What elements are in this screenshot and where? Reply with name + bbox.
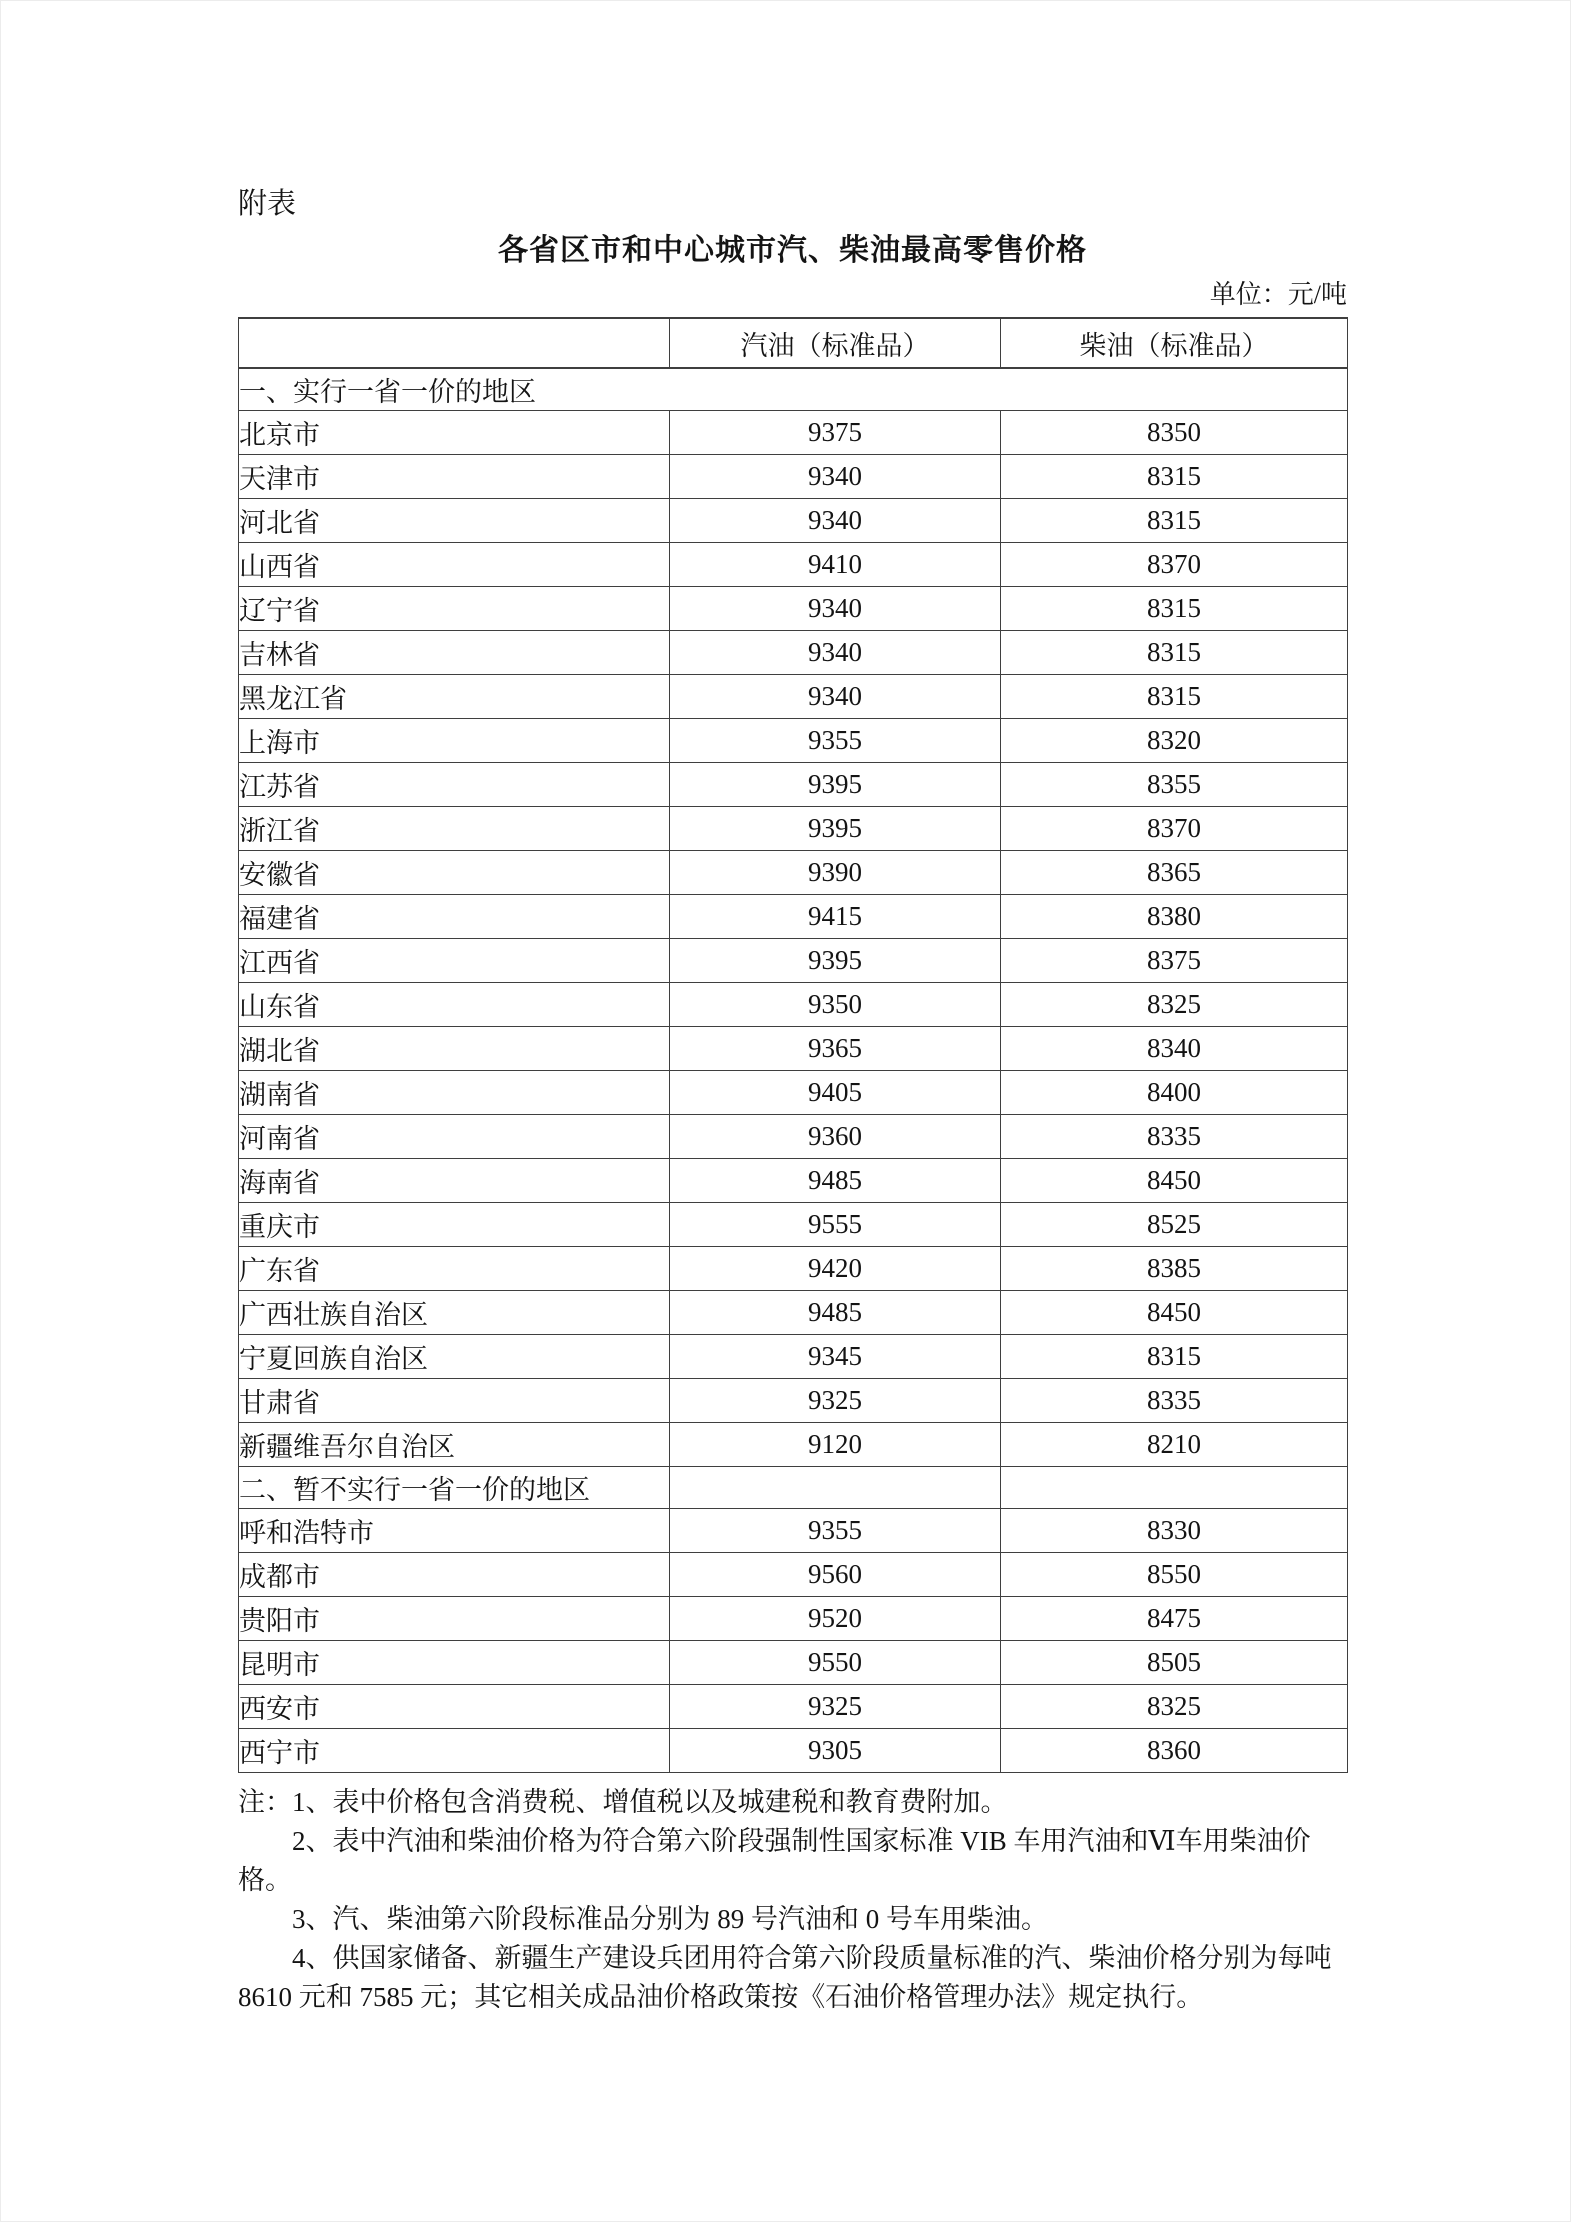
region-cell: 河南省 bbox=[239, 1115, 670, 1159]
diesel-price-cell: 8350 bbox=[1001, 411, 1348, 455]
region-cell: 海南省 bbox=[239, 1159, 670, 1203]
diesel-price-cell: 8325 bbox=[1001, 1685, 1348, 1729]
gasoline-price-cell: 9325 bbox=[670, 1379, 1001, 1423]
diesel-price-cell: 8315 bbox=[1001, 587, 1348, 631]
diesel-column-header: 柴油（标准品） bbox=[1001, 318, 1348, 368]
price-row bbox=[239, 1027, 1348, 1071]
region-cell: 宁夏回族自治区 bbox=[239, 1335, 670, 1379]
price-row bbox=[239, 1115, 1348, 1159]
gasoline-price-cell: 9395 bbox=[670, 939, 1001, 983]
diesel-price-cell: 8340 bbox=[1001, 1027, 1348, 1071]
price-row bbox=[239, 1641, 1348, 1685]
notes bbox=[238, 1783, 1347, 2017]
region-cell: 广东省 bbox=[239, 1247, 670, 1291]
diesel-price-cell: 8370 bbox=[1001, 807, 1348, 851]
price-table bbox=[238, 317, 1348, 1773]
gasoline-price-cell: 9405 bbox=[670, 1071, 1001, 1115]
note-line: 注：1、表中价格包含消费税、增值税以及城建税和教育费附加。 bbox=[238, 1787, 1008, 1817]
price-row bbox=[239, 1597, 1348, 1641]
region-cell: 河北省 bbox=[239, 499, 670, 543]
diesel-price-cell: 8525 bbox=[1001, 1203, 1348, 1247]
diesel-price-cell: 8315 bbox=[1001, 631, 1348, 675]
gasoline-price-cell: 9325 bbox=[670, 1685, 1001, 1729]
diesel-price-cell: 8315 bbox=[1001, 1335, 1348, 1379]
gasoline-price-cell: 9305 bbox=[670, 1729, 1001, 1773]
gasoline-price-cell: 9365 bbox=[670, 1027, 1001, 1071]
region-cell: 重庆市 bbox=[239, 1203, 670, 1247]
price-row bbox=[239, 719, 1348, 763]
region-cell: 天津市 bbox=[239, 455, 670, 499]
diesel-price-cell: 8385 bbox=[1001, 1247, 1348, 1291]
gasoline-price-cell: 9550 bbox=[670, 1641, 1001, 1685]
gasoline-price-cell: 9560 bbox=[670, 1553, 1001, 1597]
gasoline-price-cell: 9355 bbox=[670, 1509, 1001, 1553]
note-line: 3、汽、柴油第六阶段标准品分别为 89 号汽油和 0 号车用柴油。 bbox=[292, 1904, 1048, 1934]
region-cell: 安徽省 bbox=[239, 851, 670, 895]
price-row bbox=[239, 1553, 1348, 1597]
region-cell: 北京市 bbox=[239, 411, 670, 455]
diesel-price-cell: 8550 bbox=[1001, 1553, 1348, 1597]
region-cell: 福建省 bbox=[239, 895, 670, 939]
price-row bbox=[239, 1685, 1348, 1729]
gasoline-price-cell: 9120 bbox=[670, 1423, 1001, 1467]
price-row bbox=[239, 455, 1348, 499]
annex-label: 附表 bbox=[238, 188, 297, 220]
header-row bbox=[239, 318, 1348, 368]
section-heading: 一、实行一省一价的地区 bbox=[239, 368, 1348, 411]
price-row bbox=[239, 1291, 1348, 1335]
gasoline-price-cell: 9340 bbox=[670, 587, 1001, 631]
diesel-price-cell: 8315 bbox=[1001, 499, 1348, 543]
diesel-price-cell: 8450 bbox=[1001, 1291, 1348, 1335]
gasoline-price-cell: 9340 bbox=[670, 499, 1001, 543]
price-table-body bbox=[239, 368, 1348, 1773]
region-cell: 湖南省 bbox=[239, 1071, 670, 1115]
price-row bbox=[239, 1247, 1348, 1291]
diesel-price-cell: 8505 bbox=[1001, 1641, 1348, 1685]
gasoline-price-cell: 9420 bbox=[670, 1247, 1001, 1291]
diesel-price-cell: 8355 bbox=[1001, 763, 1348, 807]
gasoline-price-cell: 9520 bbox=[670, 1597, 1001, 1641]
region-cell: 山西省 bbox=[239, 543, 670, 587]
gasoline-price-cell: 9360 bbox=[670, 1115, 1001, 1159]
gasoline-price-cell: 9485 bbox=[670, 1159, 1001, 1203]
gasoline-price-cell: 9410 bbox=[670, 543, 1001, 587]
gasoline-price-cell: 9555 bbox=[670, 1203, 1001, 1247]
region-cell: 黑龙江省 bbox=[239, 675, 670, 719]
price-row bbox=[239, 895, 1348, 939]
price-row bbox=[239, 587, 1348, 631]
region-cell: 湖北省 bbox=[239, 1027, 670, 1071]
region-cell: 江苏省 bbox=[239, 763, 670, 807]
page-title: 各省区市和中心城市汽、柴油最高零售价格 bbox=[498, 234, 1087, 267]
unit-label: 单位：元/吨 bbox=[1209, 280, 1347, 309]
diesel-price-cell: 8375 bbox=[1001, 939, 1348, 983]
gasoline-price-cell: 9415 bbox=[670, 895, 1001, 939]
price-row bbox=[239, 1729, 1348, 1773]
price-row bbox=[239, 543, 1348, 587]
section-heading-row bbox=[239, 368, 1348, 411]
diesel-price-cell: 8210 bbox=[1001, 1423, 1348, 1467]
price-row bbox=[239, 499, 1348, 543]
gasoline-column-header: 汽油（标准品） bbox=[670, 318, 1001, 368]
price-row bbox=[239, 939, 1348, 983]
price-row bbox=[239, 1203, 1348, 1247]
price-row bbox=[239, 1071, 1348, 1115]
price-row bbox=[239, 983, 1348, 1027]
diesel-price-cell: 8380 bbox=[1001, 895, 1348, 939]
gasoline-price-cell: 9375 bbox=[670, 411, 1001, 455]
gasoline-price-cell: 9390 bbox=[670, 851, 1001, 895]
diesel-price-cell: 8360 bbox=[1001, 1729, 1348, 1773]
diesel-price-cell: 8370 bbox=[1001, 543, 1348, 587]
price-row bbox=[239, 807, 1348, 851]
price-row bbox=[239, 675, 1348, 719]
diesel-price-cell: 8475 bbox=[1001, 1597, 1348, 1641]
price-row bbox=[239, 763, 1348, 807]
price-row bbox=[239, 411, 1348, 455]
empty-cell bbox=[1001, 1467, 1348, 1509]
price-row bbox=[239, 1335, 1348, 1379]
gasoline-price-cell: 9340 bbox=[670, 631, 1001, 675]
region-cell: 昆明市 bbox=[239, 1641, 670, 1685]
price-row bbox=[239, 631, 1348, 675]
section-heading: 二、暂不实行一省一价的地区 bbox=[239, 1467, 670, 1509]
region-column-header bbox=[239, 318, 670, 368]
diesel-price-cell: 8330 bbox=[1001, 1509, 1348, 1553]
region-cell: 江西省 bbox=[239, 939, 670, 983]
diesel-price-cell: 8320 bbox=[1001, 719, 1348, 763]
region-cell: 辽宁省 bbox=[239, 587, 670, 631]
region-cell: 西宁市 bbox=[239, 1729, 670, 1773]
gasoline-price-cell: 9345 bbox=[670, 1335, 1001, 1379]
gasoline-price-cell: 9355 bbox=[670, 719, 1001, 763]
region-cell: 西安市 bbox=[239, 1685, 670, 1729]
region-cell: 贵阳市 bbox=[239, 1597, 670, 1641]
region-cell: 呼和浩特市 bbox=[239, 1509, 670, 1553]
empty-cell bbox=[670, 1467, 1001, 1509]
section-heading-row bbox=[239, 1467, 1348, 1509]
gasoline-price-cell: 9395 bbox=[670, 807, 1001, 851]
note-line: 4、供国家储备、新疆生产建设兵团用符合第六阶段质量标准的汽、柴油价格分别为每吨 8610 元和 7585 元；其它相关成品油价格政策按《石油价格管理办法》规定执行。 bbox=[238, 1943, 1332, 2012]
diesel-price-cell: 8450 bbox=[1001, 1159, 1348, 1203]
price-row bbox=[239, 1509, 1348, 1553]
gasoline-price-cell: 9350 bbox=[670, 983, 1001, 1027]
gasoline-price-cell: 9340 bbox=[670, 675, 1001, 719]
price-row bbox=[239, 1423, 1348, 1467]
price-row bbox=[239, 851, 1348, 895]
region-cell: 新疆维吾尔自治区 bbox=[239, 1423, 670, 1467]
region-cell: 上海市 bbox=[239, 719, 670, 763]
gasoline-price-cell: 9485 bbox=[670, 1291, 1001, 1335]
gasoline-price-cell: 9395 bbox=[670, 763, 1001, 807]
diesel-price-cell: 8365 bbox=[1001, 851, 1348, 895]
price-row bbox=[239, 1379, 1348, 1423]
diesel-price-cell: 8315 bbox=[1001, 455, 1348, 499]
region-cell: 甘肃省 bbox=[239, 1379, 670, 1423]
region-cell: 广西壮族自治区 bbox=[239, 1291, 670, 1335]
diesel-price-cell: 8400 bbox=[1001, 1071, 1348, 1115]
region-cell: 浙江省 bbox=[239, 807, 670, 851]
diesel-price-cell: 8335 bbox=[1001, 1115, 1348, 1159]
region-cell: 吉林省 bbox=[239, 631, 670, 675]
price-table-header bbox=[239, 318, 1348, 368]
region-cell: 山东省 bbox=[239, 983, 670, 1027]
diesel-price-cell: 8325 bbox=[1001, 983, 1348, 1027]
gasoline-price-cell: 9340 bbox=[670, 455, 1001, 499]
diesel-price-cell: 8315 bbox=[1001, 675, 1348, 719]
note-line: 2、表中汽油和柴油价格为符合第六阶段强制性国家标准 VIB 车用汽油和Ⅵ车用柴油价格。 bbox=[238, 1826, 1311, 1895]
price-row bbox=[239, 1159, 1348, 1203]
region-cell: 成都市 bbox=[239, 1553, 670, 1597]
diesel-price-cell: 8335 bbox=[1001, 1379, 1348, 1423]
page-content bbox=[238, 1, 1347, 2017]
